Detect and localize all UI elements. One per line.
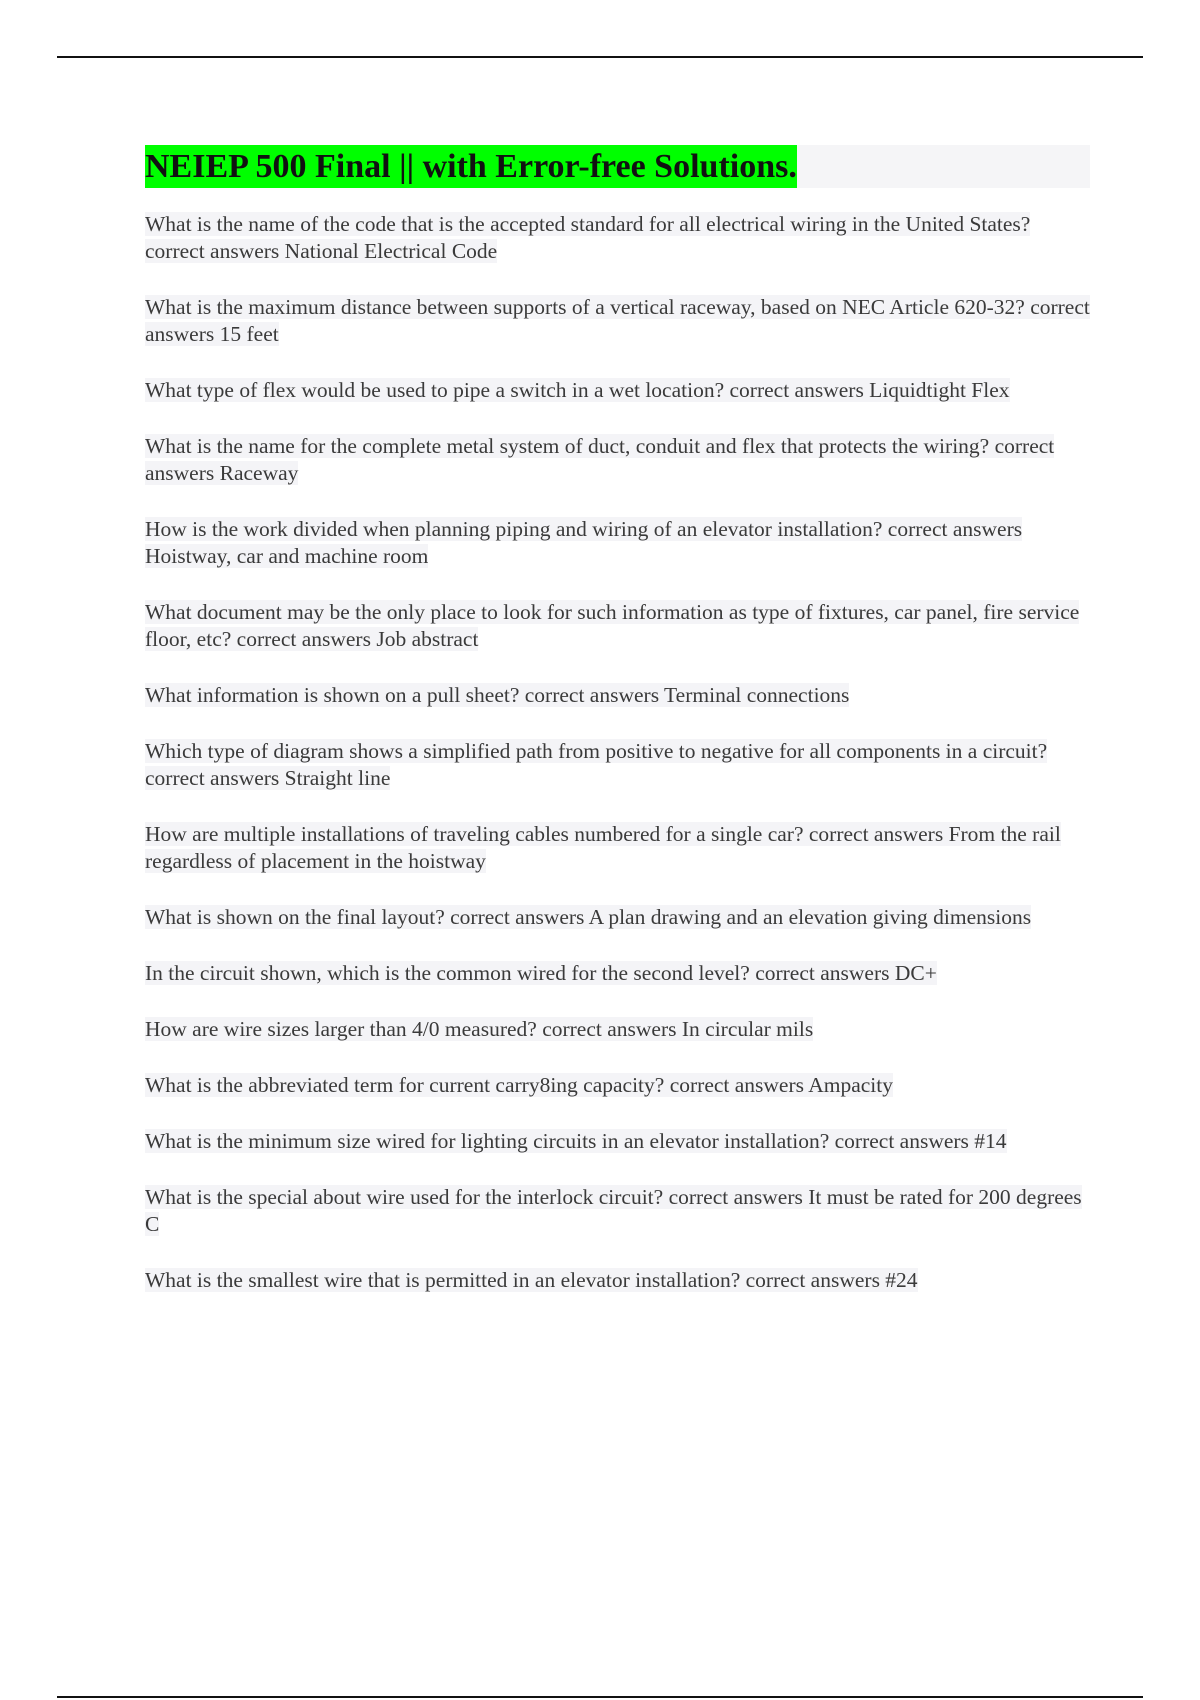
bottom-rule xyxy=(57,1696,1143,1698)
qa-text: Which type of diagram shows a simplified path from positive to negative for all components in a circuit? correct answers Straight line xyxy=(145,739,1048,790)
qa-text: What is the maximum distance between supports of a vertical raceway, based on NEC Article 620-32? correct answers 15 feet xyxy=(145,295,1090,346)
top-rule xyxy=(57,56,1143,58)
qa-item xyxy=(145,960,1090,987)
qa-text: How are wire sizes larger than 4/0 measured? correct answers In circular mils xyxy=(145,1017,814,1041)
qa-item xyxy=(145,1072,1090,1099)
qa-text: What information is shown on a pull sheet? correct answers Terminal connections xyxy=(145,683,850,707)
qa-text: What is the abbreviated term for current carry8ing capacity? correct answers Ampacity xyxy=(145,1073,893,1097)
qa-item xyxy=(145,738,1090,792)
title-row xyxy=(145,145,1090,188)
qa-text: What is the special about wire used for the interlock circuit? correct answers It must be rated for 200 degrees C xyxy=(145,1185,1082,1236)
qa-item xyxy=(145,377,1090,404)
qa-item xyxy=(145,433,1090,487)
document-body xyxy=(145,145,1090,1323)
qa-item xyxy=(145,1016,1090,1043)
qa-text: How are multiple installations of traveling cables numbered for a single car? correct answers From the rail regardless of placement in the hoistway xyxy=(145,822,1061,873)
qa-item xyxy=(145,821,1090,875)
qa-text: What type of flex would be used to pipe a switch in a wet location? correct answers Liquidtight Flex xyxy=(145,378,1010,402)
qa-item xyxy=(145,904,1090,931)
qa-text: What is the name for the complete metal system of duct, conduit and flex that protects the wiring? correct answers Raceway xyxy=(145,434,1055,485)
qa-item xyxy=(145,1184,1090,1238)
qa-item xyxy=(145,294,1090,348)
qa-text: What is the minimum size wired for lighting circuits in an elevator installation? correct answers #14 xyxy=(145,1129,1007,1153)
qa-text: In the circuit shown, which is the common wired for the second level? correct answers DC+ xyxy=(145,961,937,985)
qa-item xyxy=(145,211,1090,265)
qa-list xyxy=(145,211,1090,1294)
qa-item xyxy=(145,1267,1090,1294)
qa-item xyxy=(145,682,1090,709)
document-title: NEIEP 500 Final || with Error-free Solutions. xyxy=(145,145,797,188)
qa-text: How is the work divided when planning piping and wiring of an elevator installation? correct answers Hoistway, car and machine room xyxy=(145,517,1023,568)
qa-item xyxy=(145,516,1090,570)
qa-text: What is the smallest wire that is permitted in an elevator installation? correct answers #24 xyxy=(145,1268,918,1292)
qa-text: What is shown on the final layout? correct answers A plan drawing and an elevation giving dimensions xyxy=(145,905,1032,929)
qa-item xyxy=(145,1128,1090,1155)
qa-text: What is the name of the code that is the accepted standard for all electrical wiring in the United States? correct answers National Electrical Code xyxy=(145,212,1031,263)
qa-item xyxy=(145,599,1090,653)
qa-text: What document may be the only place to look for such information as type of fixtures, car panel, fire service floor, etc? correct answers Job abstract xyxy=(145,600,1080,651)
